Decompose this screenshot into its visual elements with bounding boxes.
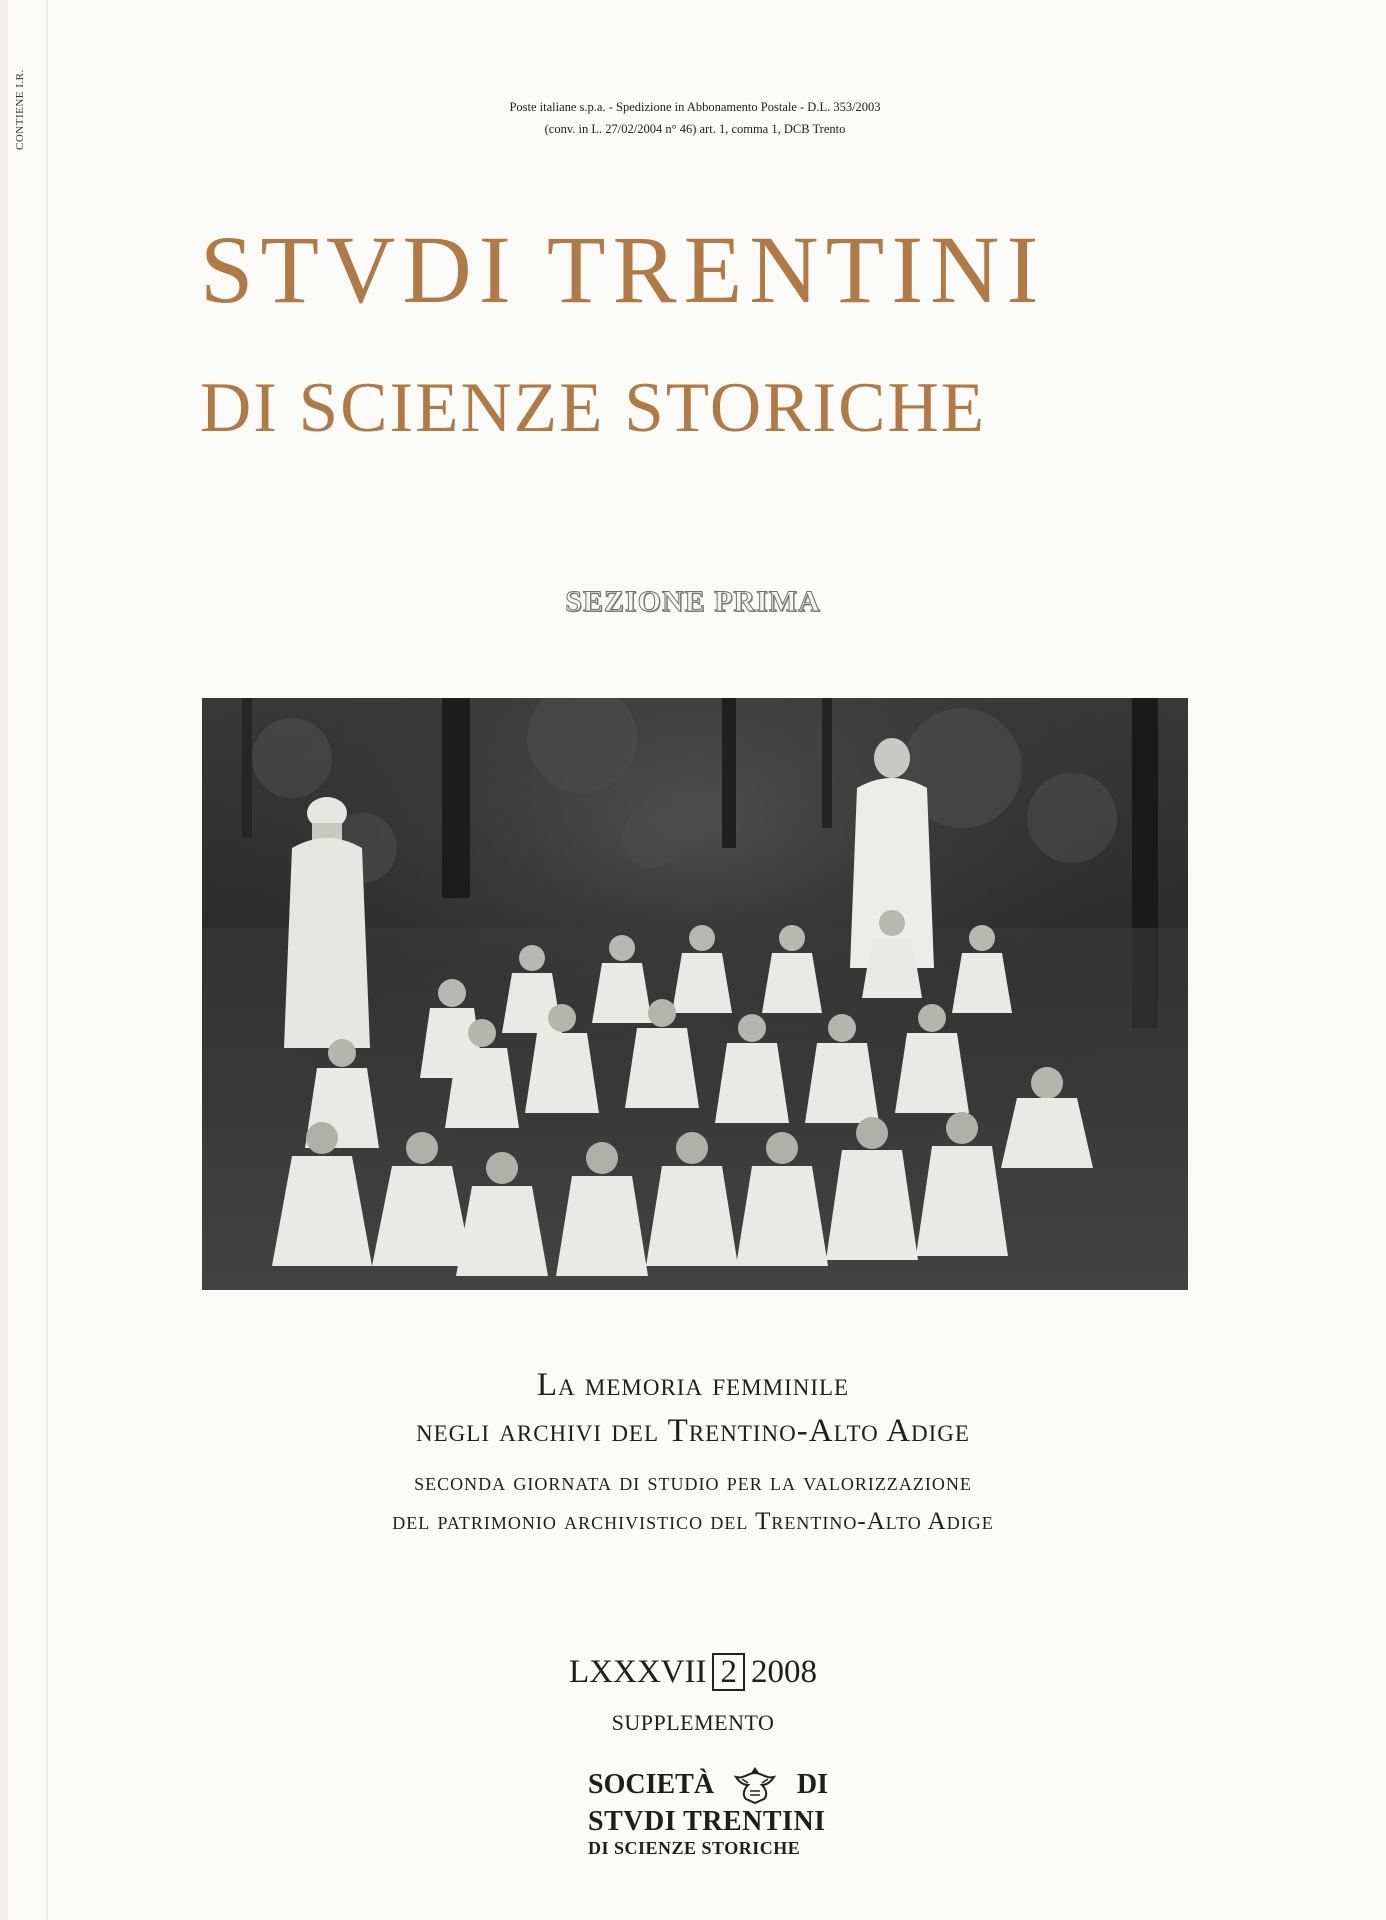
spine-fold-line bbox=[46, 0, 48, 1920]
publisher-line2: STVDI TRENTINI bbox=[588, 1806, 826, 1837]
cover-photo bbox=[202, 698, 1188, 1290]
section-label: SEZIONE PRIMA bbox=[565, 585, 821, 618]
publisher-line1-left: SOCIETÀ bbox=[588, 1769, 715, 1800]
issue-year: 2008 bbox=[750, 1654, 817, 1690]
issue-title-line1: La memoria femminile bbox=[536, 1367, 850, 1403]
journal-title: STVDI TRENTINI bbox=[200, 216, 1046, 323]
postal-notice-line2: (conv. in L. 27/02/2004 n° 46) art. 1, comma 1, DCB Trento bbox=[544, 122, 846, 136]
issue-title-line4: del patrimonio archivistico del Trentino-Alto Adige bbox=[392, 1508, 994, 1535]
cover-left-edge bbox=[0, 0, 8, 1920]
journal-subtitle: DI SCIENZE STORICHE bbox=[200, 369, 987, 447]
publisher-line3: DI SCIENZE STORICHE bbox=[588, 1838, 801, 1858]
eagle-emblem-icon bbox=[734, 1765, 776, 1805]
issue-supplement: SUPPLEMENTO bbox=[611, 1710, 775, 1735]
group-photo-nurses-children-icon bbox=[202, 698, 1188, 1290]
postal-notice-line1: Poste italiane s.p.a. - Spedizione in Abbonamento Postale - D.L. 353/2003 bbox=[509, 100, 881, 114]
publisher-line1-right: DI bbox=[796, 1769, 828, 1800]
issue-volume: LXXXVII bbox=[569, 1654, 707, 1690]
postal-notice bbox=[330, 96, 1060, 140]
issue-title-line2: negli archivi del Trentino-Alto Adige bbox=[416, 1413, 970, 1449]
publisher-block bbox=[588, 1765, 828, 1857]
issue-number: 2 bbox=[712, 1653, 745, 1691]
publisher-line1 bbox=[588, 1765, 828, 1805]
issue-title-line3: seconda giornata di studio per la valorizzazione bbox=[414, 1469, 972, 1496]
spine-label: CONTIENE I.R. bbox=[14, 69, 26, 150]
issue-info bbox=[0, 1653, 1386, 1691]
